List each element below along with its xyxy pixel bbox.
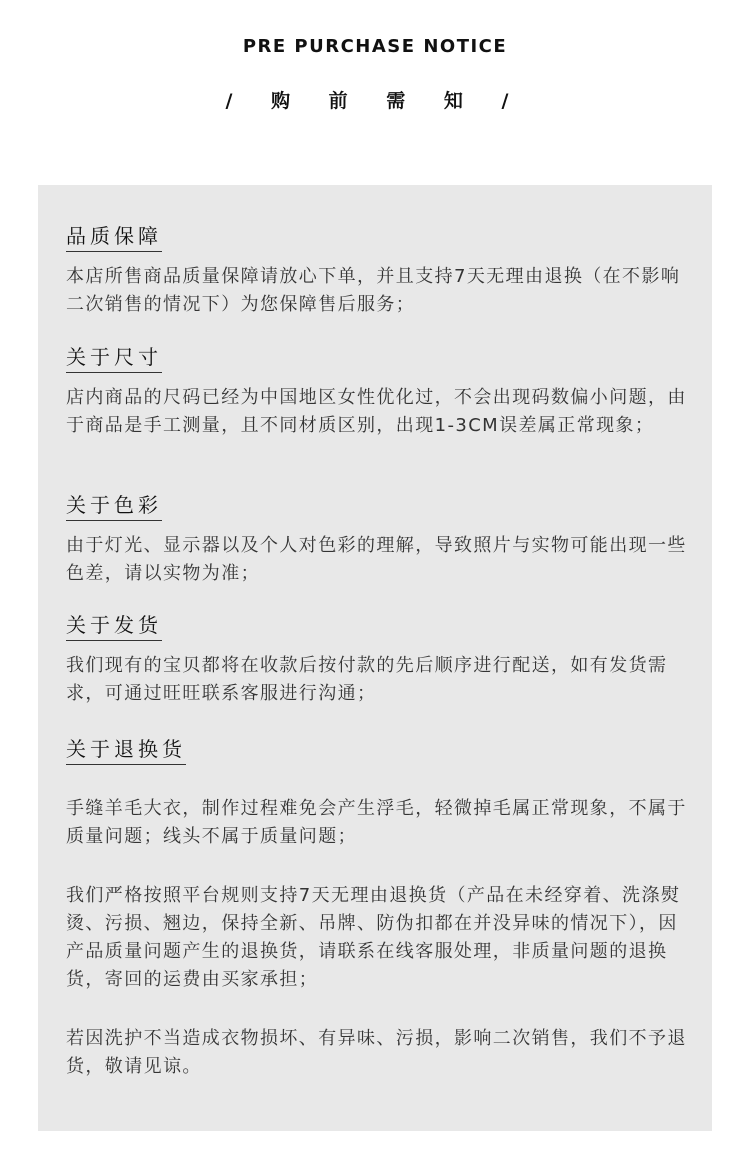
section-text-quality: 本店所售商品质量保障请放心下单，并且支持7天无理由退换（在不影响二次销售的情况下）为您保障售后服务； (66, 266, 681, 315)
section-title-size: 关于尺寸 (66, 344, 162, 373)
notice-panel (38, 185, 712, 1131)
section-title-shipping: 关于发货 (66, 612, 162, 641)
section-text-returns-2: 我们严格按照平台规则支持7天无理由退换货（产品在未经穿着、洗涤熨烫、污损、翘边，保持全新、吊牌、防伪扣都在并没异味的情况下），因产品质量问题产生的退换货，请联系在线客服处理，非质量问题的退换货，寄回的运费由买家承担； (66, 885, 681, 990)
section-text-size: 店内商品的尺码已经为中国地区女性优化过，不会出现码数偏小问题，由于商品是手工测量，且不同材质区别，出现1-3CM误差属正常现象； (66, 387, 687, 436)
page-title-cn: / 购 前 需 知 / (225, 90, 525, 112)
section-text-shipping: 我们现有的宝贝都将在收款后按付款的先后顺序进行配送，如有发货需求，可通过旺旺联系客服进行沟通； (66, 655, 668, 704)
page-title-en: PRE PURCHASE NOTICE (242, 36, 508, 57)
section-text-returns-1: 手缝羊毛大衣，制作过程难免会产生浮毛，轻微掉毛属正常现象，不属于质量问题；线头不属于质量问题； (66, 798, 687, 847)
section-title-returns: 关于退换货 (66, 736, 186, 765)
section-title-color: 关于色彩 (66, 492, 162, 521)
section-text-color: 由于灯光、显示器以及个人对色彩的理解，导致照片与实物可能出现一些色差，请以实物为准； (66, 535, 687, 584)
section-title-quality: 品质保障 (66, 223, 162, 252)
section-text-returns-3: 若因洗护不当造成衣物损坏、有异味、污损，影响二次销售，我们不予退货，敬请见谅。 (66, 1028, 687, 1077)
